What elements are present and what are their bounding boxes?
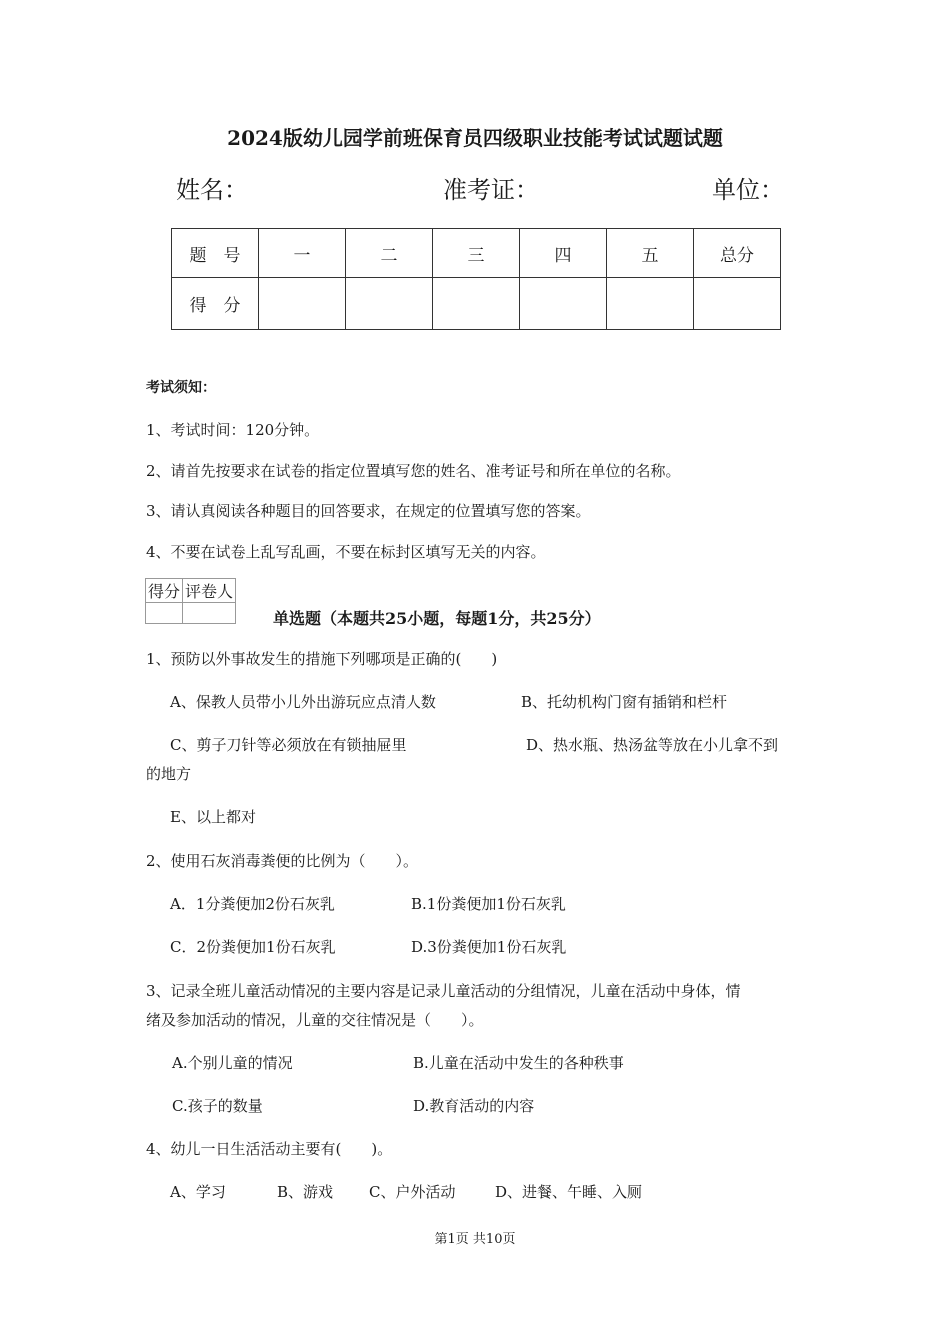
question-stem: 1、预防以外事故发生的措施下列哪项是正确的( ) bbox=[146, 650, 498, 668]
notice-item: 1、考试时间：120分钟。 bbox=[146, 421, 320, 439]
score-cell[interactable] bbox=[607, 278, 694, 330]
score-header-cell: 题 号 bbox=[172, 229, 259, 278]
question-option[interactable]: D、热水瓶、热汤盆等放在小儿拿不到 bbox=[526, 736, 779, 754]
score-table-header-row bbox=[172, 229, 781, 278]
score-cell[interactable] bbox=[259, 278, 346, 330]
score-header-cell: 五 bbox=[607, 229, 694, 278]
section-title: 单选题（本题共25小题，每题1分，共25分） bbox=[273, 609, 601, 628]
notice-item: 4、不要在试卷上乱写乱画，不要在标封区填写无关的内容。 bbox=[146, 543, 546, 561]
score-header-cell: 四 bbox=[520, 229, 607, 278]
grader-box-score-label: 得分 bbox=[146, 579, 183, 603]
question-option[interactable]: A.个别儿童的情况 bbox=[172, 1054, 293, 1072]
question-option-continued: 的地方 bbox=[146, 765, 192, 783]
question-stem-continued: 绪及参加活动的情况，儿童的交往情况是（ ）。 bbox=[146, 1011, 484, 1029]
question-stem: 3、记录全班儿童活动情况的主要内容是记录儿童活动的分组情况，儿童在活动中身体，情 bbox=[146, 982, 741, 1000]
question-option[interactable]: B.儿童在活动中发生的各种秩事 bbox=[413, 1054, 624, 1072]
question-option[interactable]: B、托幼机构门窗有插销和栏杆 bbox=[521, 693, 728, 711]
question-option[interactable]: D、进餐、午睡、入厕 bbox=[495, 1183, 643, 1201]
question-option[interactable]: B.1份粪便加1份石灰乳 bbox=[411, 895, 566, 913]
question-option[interactable]: A、学习 bbox=[170, 1183, 226, 1201]
page-footer: 第1页 共10页 bbox=[434, 1232, 516, 1247]
question-stem: 4、幼儿一日生活活动主要有( )。 bbox=[146, 1140, 393, 1158]
notice-item: 3、请认真阅读各种题目的回答要求，在规定的位置填写您的答案。 bbox=[146, 502, 591, 520]
score-header-cell: 一 bbox=[259, 229, 346, 278]
score-cell[interactable] bbox=[346, 278, 433, 330]
ticket-field-label: 准考证： bbox=[443, 176, 539, 204]
grader-box-score-cell[interactable] bbox=[146, 603, 183, 624]
score-cell[interactable] bbox=[433, 278, 520, 330]
question-option[interactable]: A、保教人员带小儿外出游玩应点清人数 bbox=[170, 693, 436, 711]
notice-item: 2、请首先按要求在试卷的指定位置填写您的姓名、准考证号和所在单位的名称。 bbox=[146, 462, 681, 480]
question-stem: 2、使用石灰消毒粪便的比例为（ ）。 bbox=[146, 852, 419, 870]
question-option[interactable]: C、剪子刀针等必须放在有锁抽屉里 bbox=[170, 736, 407, 754]
notice-heading: 考试须知： bbox=[146, 380, 216, 396]
unit-field-label: 单位： bbox=[712, 176, 784, 204]
score-table bbox=[171, 228, 781, 330]
name-field-label: 姓名： bbox=[176, 176, 248, 204]
score-row-label: 得 分 bbox=[172, 278, 259, 330]
question-option[interactable]: E、以上都对 bbox=[170, 808, 256, 826]
grader-box bbox=[145, 578, 236, 624]
question-option[interactable]: D.3份粪便加1份石灰乳 bbox=[411, 938, 567, 956]
page-title: 2024版幼儿园学前班保育员四级职业技能考试试题试题 bbox=[227, 126, 723, 150]
question-option[interactable]: B、游戏 bbox=[277, 1183, 334, 1201]
score-cell[interactable] bbox=[694, 278, 781, 330]
score-header-cell: 二 bbox=[346, 229, 433, 278]
question-option[interactable]: D.教育活动的内容 bbox=[413, 1097, 535, 1115]
score-table-score-row bbox=[172, 278, 781, 330]
grader-box-grader-label: 评卷人 bbox=[183, 579, 236, 603]
question-option[interactable]: C、户外活动 bbox=[369, 1183, 456, 1201]
score-cell[interactable] bbox=[520, 278, 607, 330]
grader-box-grader-cell[interactable] bbox=[183, 603, 236, 624]
question-option[interactable]: C.孩子的数量 bbox=[172, 1097, 263, 1115]
score-header-cell: 三 bbox=[433, 229, 520, 278]
question-option[interactable]: A．1分粪便加2份石灰乳 bbox=[170, 895, 335, 913]
question-option[interactable]: C．2份粪便加1份石灰乳 bbox=[170, 938, 336, 956]
score-header-cell: 总分 bbox=[694, 229, 781, 278]
